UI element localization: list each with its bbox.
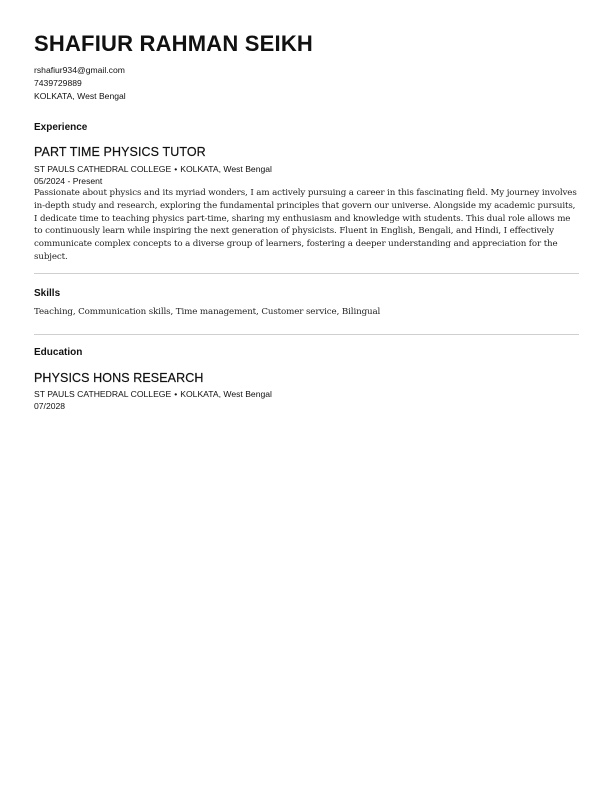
bullet-separator: • (174, 164, 178, 174)
bullet-separator: • (174, 389, 178, 399)
education-heading: Education (34, 347, 83, 358)
experience-description: Passionate about physics and its myriad wonders, I am actively pursuing a career in this fascinating field. My journey involves in-depth study and research, exploring the fundamental principles that govern our universe. Alongside my academic pursuits, I dedicate time to teaching physics part-time, sharing my enthusiasm and knowledge with students. This dual role allows me to continuously learn while inspiring the next generation of physicists. Fluent in English, Bengali, and Hindi, I effectively communicate complex concepts to a diverse group of learners, fostering a deeper understanding and appreciation for the subject. (34, 188, 577, 262)
education-date: 07/2028 (34, 401, 66, 411)
education-organization: ST PAULS CATHEDRAL COLLEGE (34, 389, 172, 399)
section-divider (34, 273, 579, 274)
education-place: KOLKATA, West Bengal (180, 389, 272, 399)
section-divider (34, 334, 579, 335)
candidate-name: SHAFIUR RAHMAN SEIKH (34, 31, 313, 56)
education-degree-title: PHYSICS HONS RESEARCH (34, 371, 204, 385)
skills-heading: Skills (34, 288, 61, 299)
contact-location: KOLKATA, West Bengal (34, 91, 126, 101)
contact-email: rshafiur934@gmail.com (34, 65, 125, 75)
experience-place: KOLKATA, West Bengal (180, 164, 272, 174)
education-institution-line (34, 389, 272, 399)
experience-organization: ST PAULS CATHEDRAL COLLEGE (34, 164, 172, 174)
experience-job-title: PART TIME PHYSICS TUTOR (34, 145, 206, 159)
experience-employer-line (34, 164, 272, 174)
skills-list: Teaching, Communication skills, Time management, Customer service, Bilingual (34, 307, 381, 317)
experience-dates: 05/2024 - Present (34, 176, 103, 186)
contact-phone: 7439729889 (34, 78, 82, 88)
experience-heading: Experience (34, 122, 88, 133)
